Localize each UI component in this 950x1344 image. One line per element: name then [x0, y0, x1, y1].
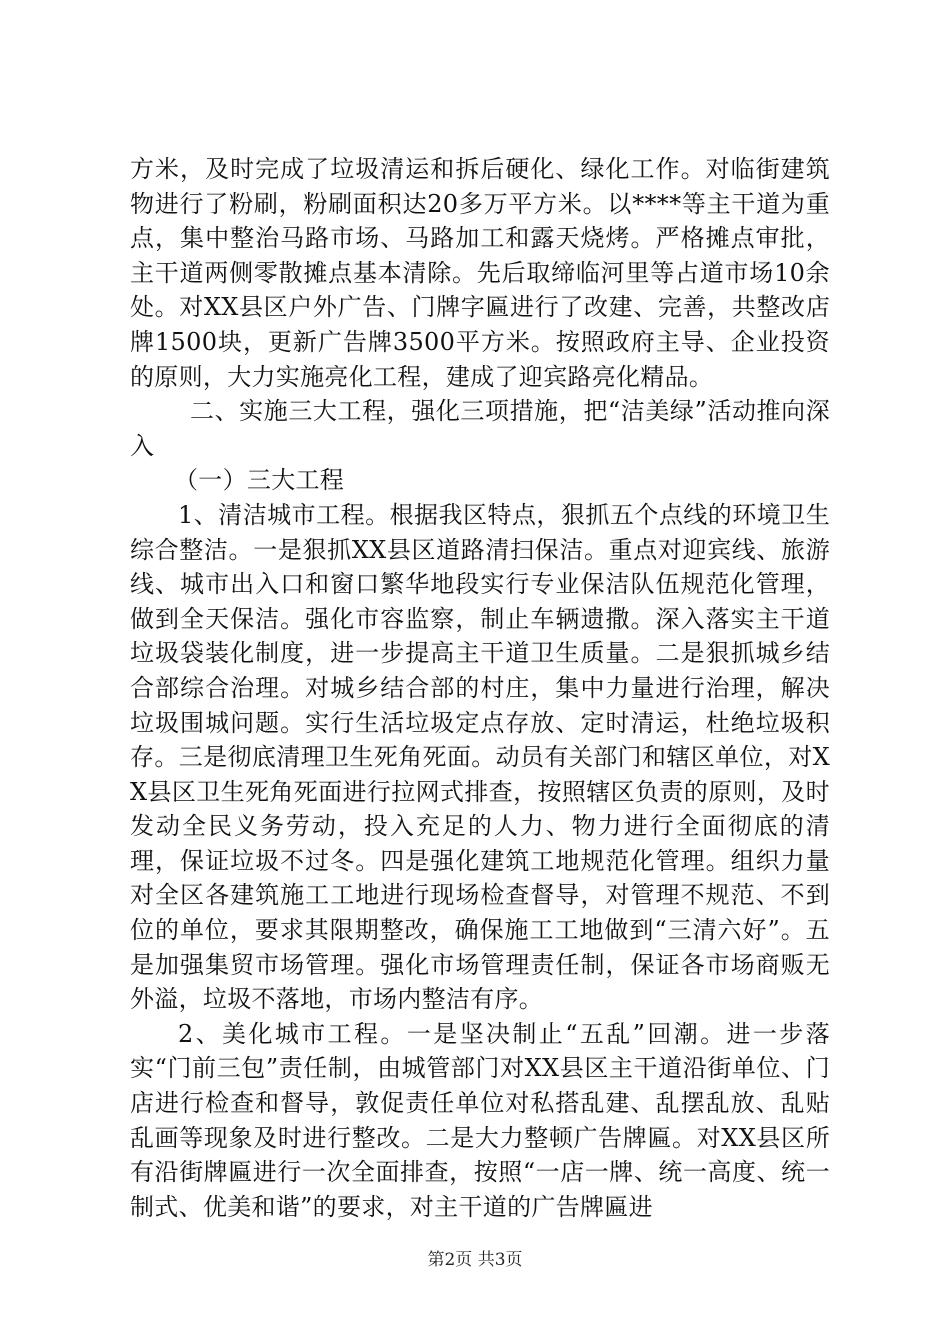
section-heading: 二、实施三大工程，强化三项措施，把“洁美绿”活动推向深入 [130, 397, 830, 460]
paragraph-clean-city: 1、清洁城市工程。根据我区特点，狠抓五个点线的环境卫生综合整洁。一是狠抓XX县区道路清扫保洁。重点对迎宾线、旅游线、城市出入口和窗口繁华地段实行专业保洁队伍规范化管理，做到全天保洁。强化市容监察，制止车辆遗撒。深入落实主干道垃圾袋装化制度，进一步提高主干道卫生质量。二是狠抓城乡结合部综合治理。对城乡结合部的村庄，集中力量进行治理，解决垃圾围城问题。实行生活垃圾定点存放、定时清运，杜绝垃圾积存。三是彻底清理卫生死角死面。动员有关部门和辖区单位，对XX县区卫生死角死面进行拉网式排查，按照辖区负责的原则，及时发动全民义务劳动，投入充足的人力、物力进行全面彻底的清理，保证垃圾不过冬。四是强化建筑工地规范化管理。组织力量对全区各建筑施工工地进行现场检查督导，对管理不规范、不到位的单位，要求其限期整改，确保施工工地做到“三清六好”。五是加强集贸市场管理。强化市场管理责任制，保证各市场商贩无外溢，垃圾不落地，市场内整洁有序。 [130, 500, 830, 1014]
subsection-heading: （一）三大工程 [174, 466, 345, 495]
paragraph-beautify-city: 2、美化城市工程。一是坚决制止“五乱”回潮。进一步落实“门前三包”责任制，由城管部门对XX县区主干道沿街单位、门店进行检查和督导，敦促责任单位对私搭乱建、乱摆乱放、乱贴乱画等现象及时进行整改。二是大力整顿广告牌匾。对XX县区所有沿街牌匾进行一次全面排查，按照“一店一牌、统一高度、统一制式、优美和谐”的要求，对主干道的广告牌匾进 [130, 1019, 830, 1221]
page-footer: 第2页 共3页 [427, 1250, 523, 1270]
document-body [130, 152, 830, 1224]
paragraph-continuation: 方米，及时完成了垃圾清运和拆后硬化、绿化工作。对临街建筑物进行了粉刷，粉刷面积达20多万平方米。以****等主干道为重点，集中整治马路市场、马路加工和露天烧烤。严格摊点审批，主干道两侧零散摊点基本清除。先后取缔临河里等占道市场10余处。对XX县区户外广告、门牌字匾进行了改建、完善，共整改店牌1500块，更新广告牌3500平方米。按照政府主导、企业投资的原则，大力实施亮化工程，建成了迎宾路亮化精品。 [130, 155, 830, 391]
